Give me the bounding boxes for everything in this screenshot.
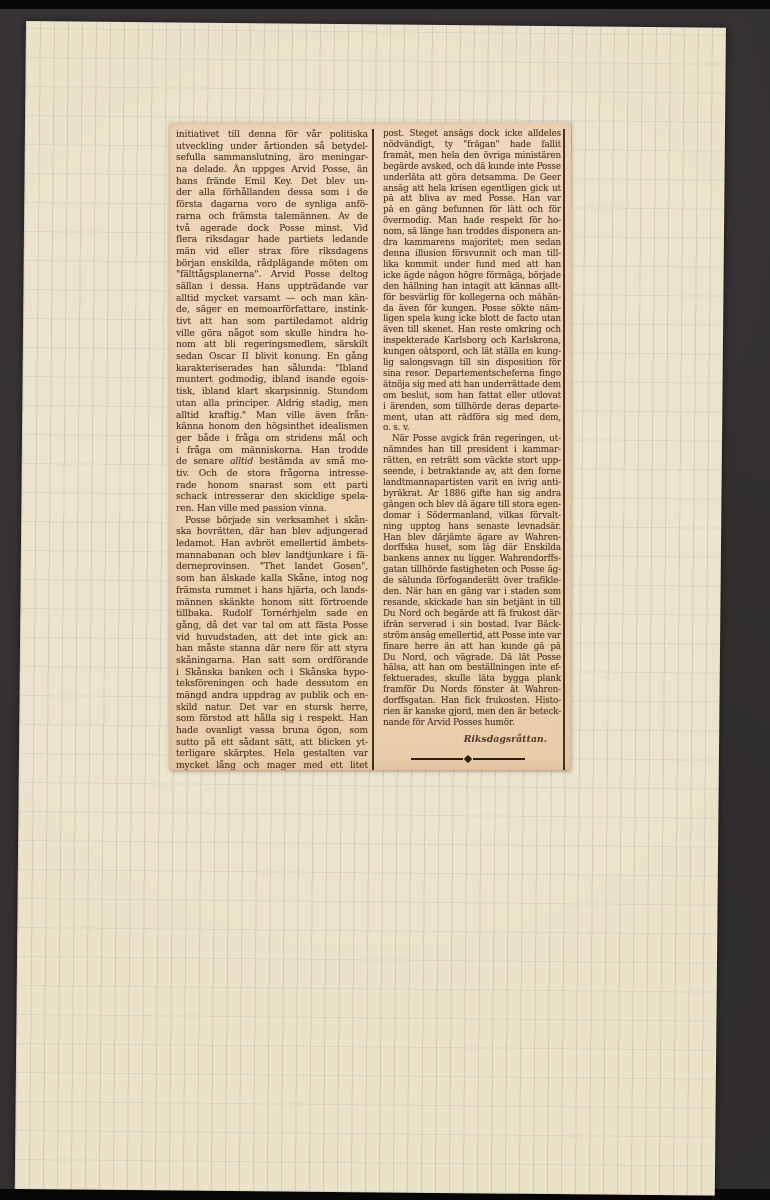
text-line: om beslut, som han fattat eller utlovat <box>383 390 561 401</box>
text-line: o. s. v. <box>383 423 410 434</box>
text-line: "fälttågsplanerna". Arvid Posse deltog <box>176 269 368 281</box>
text-line: i ärenden, som tillhörde deras departe- <box>383 401 561 412</box>
clipping-column-right <box>383 129 561 729</box>
text-line: ger både i fråga om stridens mål och <box>176 432 368 444</box>
text-line: övermodig. Man hade respekt för ho- <box>383 216 561 227</box>
text-line: domar i Södermanland, vilkas förvalt- <box>383 510 561 521</box>
text-line: för besvärlig för kollegerna och måhän- <box>383 292 561 303</box>
text-line: muntert godmodig, ibland isande egois- <box>176 374 368 386</box>
text-line: teksföreningen och hade dessutom en <box>176 678 368 690</box>
column-divider-rule <box>372 129 374 770</box>
text-line: de sålunda förfoganderätt över trafikle- <box>383 576 561 587</box>
text-line: de, säger en memoarförfattare, instink- <box>176 304 368 316</box>
text-line: första dagarna voro de synliga anfö- <box>176 199 368 211</box>
text-line: alltid mycket varsamt — och man kän- <box>176 292 368 304</box>
text-line: män vid eller strax före riksdagens <box>176 245 368 257</box>
text-line: utan alla principer. Aldrig stadig, men <box>176 397 368 409</box>
text-line: rien är kanske gjord, men den är beteck- <box>383 707 561 718</box>
scan-edge-bar-top <box>0 0 770 9</box>
text-line: dra kammarens majoritet; men sedan <box>383 238 561 249</box>
text-line: nödvändigt, ty "frågan" hade fallit <box>383 139 561 150</box>
text-line: seende, i betraktande av, att den forne <box>383 467 561 478</box>
text-line: två agerade dock Posse minst. Vid <box>176 222 368 234</box>
text-line: i fråga om människorna. Han trodde <box>176 444 368 456</box>
text-line: nom, så länge han troddes disponera an- <box>383 227 561 238</box>
text-line: ning upptog hans senaste levnadsår. <box>383 521 561 532</box>
clipping-column-left <box>176 129 368 770</box>
text-line: även till skenet. Han reste omkring och <box>383 325 561 336</box>
text-line: i Skånska banken och i Skånska hypo- <box>176 666 368 678</box>
text-line: begärde avsked, och då kunde inte Posse <box>383 161 561 172</box>
text-line: post. Steget ansågs dock icke alldeles <box>383 129 561 139</box>
text-line: Posse började sin verksamhet i skån- <box>185 514 368 526</box>
text-line: gången och blev då ägare till stora egen- <box>383 499 561 510</box>
text-line: icke ägde någon högre förmåga, började <box>383 270 561 281</box>
text-line: terligare skärptes. Hela gestalten var <box>176 748 368 760</box>
text-line: När Posse avgick från regeringen, ut- <box>392 434 561 445</box>
text-line: ansåg att hela krisen egentligen gick ut <box>383 183 561 194</box>
text-line: rarna och främsta talemännen. Av de <box>176 210 368 222</box>
text-line: na delade. Än uppges Arvid Posse, än <box>176 164 368 176</box>
text-line: Han blev därjämte ägare av Wahren- <box>383 532 561 543</box>
text-line: tiv. Och de stora frågorna intresse- <box>176 467 368 479</box>
text-line: tivt att han som partiledamot aldrig <box>176 316 368 327</box>
text-line: den hållning han intagit att kännas allt- <box>383 281 561 292</box>
text-line: schack intresserar den skicklige spela- <box>176 491 368 503</box>
text-line: sutto på ett sådant sätt, att blicken yt- <box>176 736 368 748</box>
text-line: ledamot. Han avbröt emellertid ämbets- <box>176 538 368 550</box>
text-line: mycket lång och mager med ett litet <box>176 760 368 770</box>
text-line: skåningarna. Han satt som ordförande <box>176 654 368 666</box>
text-line: initiativet till denna för vår politiska <box>176 129 368 140</box>
text-line: ifrån serverad i sin bostad. Ivar Bäck- <box>383 619 561 630</box>
text-line: sedan Oscar II blivit konung. En gång <box>176 351 368 363</box>
text-line: sällan i dessa. Hans uppträdande var <box>176 280 368 292</box>
text-line: männen skänkte honom sitt förtroende <box>176 596 368 608</box>
text-line: Du Nord, och vägrade. Då lät Posse <box>383 652 561 663</box>
ornament-line-right <box>473 758 525 760</box>
text-line: gång, då det var tal om att fästa Posse <box>176 619 368 631</box>
column-signature: Riksdagsråttan. <box>463 733 547 745</box>
text-line: som han älskade kalla Skåne, intog nog <box>176 573 368 585</box>
text-line: hans frände Emil Key. Det blev un- <box>176 175 368 187</box>
ornament-line-left <box>411 758 463 760</box>
text-line: nom att bli regeringsmedlem, särskilt <box>176 339 368 351</box>
text-line: mängd andra uppdrag av publik och en- <box>176 690 368 701</box>
text-line: sina resor. Departementscheferna fingo <box>383 368 561 379</box>
text-line: den. När han en gång var i staden som <box>383 587 561 598</box>
text-line: flera riksdagar hade partiets ledande <box>176 234 368 246</box>
text-line: utveckling under årtionden så betydel- <box>176 140 368 152</box>
text-line: nämndes han till president i kammar- <box>383 445 561 456</box>
text-line: gatan tillhörde fastigheten och Posse äg- <box>383 565 561 576</box>
text-line: främsta rummet i hans hjärta, och lands- <box>176 584 368 596</box>
text-line: underlåta att göra detsamma. De Geer <box>383 172 561 183</box>
text-line: dorffska huset, som låg där Enskilda <box>383 543 561 554</box>
text-line: inspekterade Karlsborg och Karlskrona, <box>383 336 561 347</box>
text-line: som förstod att hålla sig i respekt. Han <box>176 713 368 725</box>
right-edge-rule <box>563 129 565 770</box>
text-line: resande, skickade han sin betjänt in till <box>383 597 561 608</box>
text-line: på en gång befunnen för lätt och för <box>383 205 561 216</box>
text-line: nande för Arvid Posses humör. <box>383 717 515 728</box>
text-line: ren. Han ville med passion vinna. <box>176 503 327 514</box>
text-line: på att bliva av med Posse. Han var <box>383 194 561 205</box>
text-line: ligen spela kung icke blott de facto utan <box>383 314 561 325</box>
text-line: mannabanan och blev landtjunkare i fä- <box>176 549 368 561</box>
text-line: sefulla sammanslutning, äro meningar- <box>176 152 368 164</box>
text-line: rätten, en reträtt som väckte stort upp- <box>383 456 561 467</box>
text-line: framåt, men hela den övriga ministären <box>383 150 561 161</box>
ornament-diamond-icon <box>463 755 471 763</box>
text-line: känna honom den högsinthet idealismen <box>176 421 368 433</box>
text-line: alltid kraftig." Man ville även från- <box>176 409 368 421</box>
text-line: der alla förhållanden dessa som i de <box>176 187 368 199</box>
text-line: början enskilda, rådplägande möten om <box>176 257 368 269</box>
text-line: tillbaka. Rudolf Tornérhjelm sade en <box>176 608 368 620</box>
clipping-column-right-wrap <box>374 129 561 770</box>
text-line: denna illusion försvunnit och man till- <box>383 248 561 259</box>
newspaper-clipping <box>170 123 571 770</box>
text-line: landtmannapartisten varit en ivrig anti- <box>383 478 561 488</box>
text-line: finare herre än att han kunde gå på <box>383 641 561 652</box>
text-line: karakteriserades han sålunda: "Ibland <box>176 362 368 374</box>
text-line: framför Du Nords fönster åt Wahren- <box>383 685 561 696</box>
text-line: hade ovanligt vassa bruna ögon, som <box>176 725 368 737</box>
text-line: han måste stanna där nere för att styra <box>176 643 368 655</box>
text-line: Du Nord och begärde att få frukost där- <box>383 608 561 619</box>
text-line: ska hovrätten, där han blev adjungerad <box>176 526 368 538</box>
text-line: lig salongsvagn till sin disposition för <box>383 358 561 369</box>
divider-ornament <box>374 756 561 762</box>
text-line: ment, utan att rådföra sig med dem, <box>383 412 561 423</box>
text-line: byråkrat. År 1886 gifte han sig andra <box>383 488 561 499</box>
text-line: lika kommit under fund med att han <box>383 259 561 270</box>
text-line: tisk, ibland klart skarpsinnig. Stundom <box>176 386 368 398</box>
text-line: åtnöja sig med att han underrättade dem <box>383 379 561 390</box>
text-line: ville göra något som skulle hindra ho- <box>176 327 368 339</box>
text-line: kungen oåtspord, och lät ställa en kung- <box>383 347 561 358</box>
text-line: ström ansåg emellertid, att Posse inte var <box>383 630 561 641</box>
text-line: fektuerades, skulle låta bygga plank <box>383 674 561 685</box>
text-line: dorffsgatan. Han fick frukosten. Histo- <box>383 696 561 707</box>
text-line: derneprovinsen. "Thet landet Gosen", <box>176 561 368 573</box>
text-line: bankens annex nu ligger. Wahrendorffs- <box>383 554 561 565</box>
text-line: de senare alltid bestämda av små mo- <box>176 456 368 468</box>
text-line: rade honom snarast som ett parti <box>176 479 368 491</box>
text-line: skild natur. Det var en stursk herre, <box>176 701 368 713</box>
text-line: da även för kungen. Posse sökte näm- <box>383 303 561 314</box>
text-line: vid huvudstaden, att det inte gick an: <box>176 631 368 643</box>
text-line: hälsa, att han om beställningen inte ef- <box>383 663 561 674</box>
